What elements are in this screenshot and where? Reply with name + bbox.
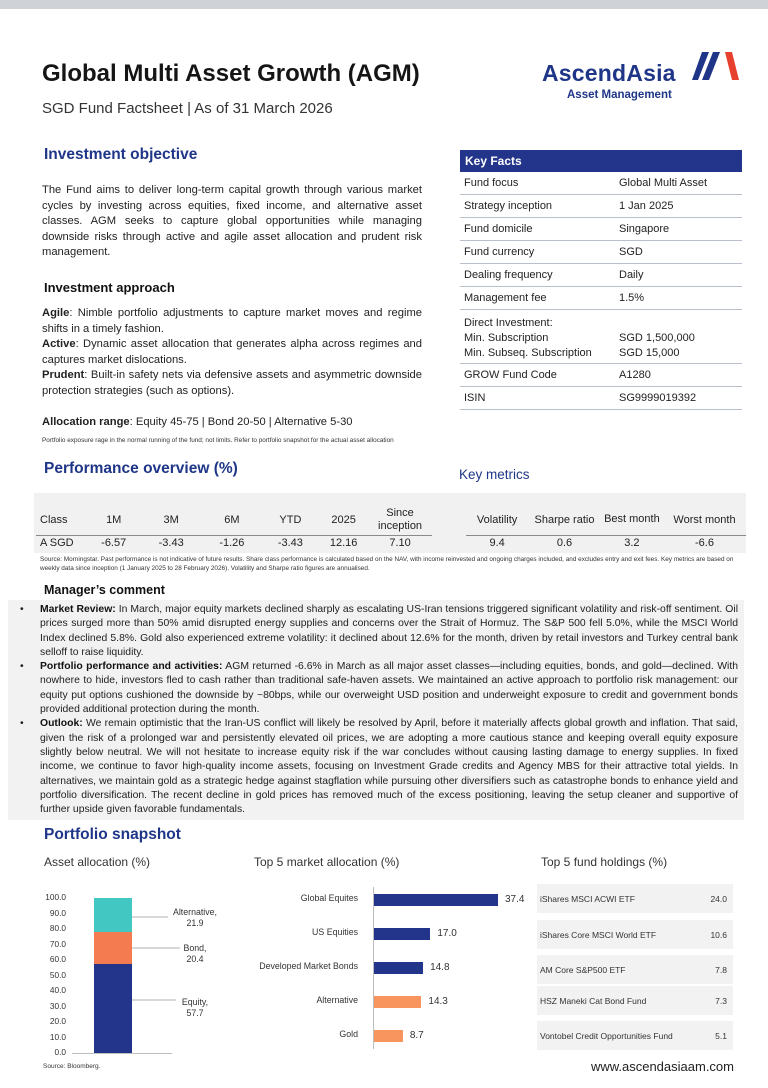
- y-tick-label: 60.0: [49, 954, 66, 964]
- y-tick-label: 0.0: [54, 1047, 66, 1057]
- snapshot-source: Source: Bloomberg.: [43, 1063, 101, 1070]
- bar: [374, 1030, 403, 1042]
- holding-row: AM Core S&P500 ETF 7.8: [537, 955, 733, 984]
- key-fact-row: Strategy inception 1 Jan 2025: [460, 195, 742, 218]
- logo-name: AscendAsia: [542, 60, 676, 86]
- approach-item-agile: Agile: Nimble portfolio adjustments to capture market moves and regime shifts in a timely fashion.: [42, 307, 422, 335]
- performance-heading: Performance overview (%): [44, 460, 238, 477]
- key-fact-row: Fund focus Global Multi Asset: [460, 172, 742, 195]
- key-metrics-heading: Key metrics: [459, 467, 530, 482]
- key-fact-row: Fund currency SGD: [460, 241, 742, 264]
- category-label: US Equities: [312, 927, 358, 937]
- holding-row: Vontobel Credit Opportunities Fund 5.1: [537, 1021, 733, 1050]
- bar: [374, 928, 430, 940]
- performance-row: A SGD -6.57 -3.43 -1.26 -3.43 12.16 7.10: [40, 537, 411, 550]
- holdings-title: Top 5 fund holdings (%): [541, 855, 668, 869]
- allocation-range: Allocation range: Equity 45-75 | Bond 20-50 | Alternative 5-30: [42, 416, 353, 428]
- holding-row: iShares MSCI ACWI ETF 24.0: [537, 884, 733, 913]
- objective-heading: Investment objective: [44, 146, 198, 163]
- logo-subtitle: Asset Management: [567, 89, 672, 101]
- annotation-bond: Bond, 20.4: [183, 943, 207, 964]
- bar: [374, 894, 498, 906]
- manager-comment-item: • Outlook: We remain optimistic that the Iran-US conflict will likely be resolved by April, before it materially affects global growth and inflation. That said, given the risk of a prolonged war and persistently elevated oil prices, we are adopting a more cautious stance and keeping overall equity exposure slightly below neutral. We will not hesitate to increase equity risk if the war concludes without causing lasting damage to energy supplies. In fixed income, we continue to favor high-quality income assets, focusing on Investment Grade credits and Agency MBS for their attractive total yields. In alternatives, we maintain gold as a strategic hedge against stagflation while pursuing other diversifiers such as catastrophe bonds to enhance yield and portfolio diversification. The recent decline in gold prices has removed much of the excess positioning, leaving the setup cleaner and supportive of further upside given favorable fundamentals.: [20, 717, 738, 817]
- y-tick-label: 100.0: [45, 892, 66, 902]
- y-tick-label: 30.0: [49, 1000, 66, 1011]
- key-fact-row: Management fee 1.5%: [460, 287, 742, 310]
- annotation-equity: Equity, 57.7: [181, 997, 209, 1018]
- snapshot-heading: Portfolio snapshot: [44, 826, 181, 843]
- page-title: Global Multi Asset Growth (AGM): [42, 60, 420, 87]
- approach-item-prudent: Prudent: Built-in safety nets via defensive assets and asymmetric downside protection strategies (such as options).: [42, 369, 422, 397]
- holding-row: HSZ Maneki Cat Bond Fund 7.3: [537, 986, 733, 1015]
- key-fact-row: GROW Fund Code A1280: [460, 364, 742, 387]
- performance-table: Class 1M 3M 6M YTD 2025 Since inception A SGD -6.57 -3.43 -1.26 -3.43 12.16 7.10: [36, 505, 432, 551]
- bar-value-label: 8.7: [409, 1030, 424, 1041]
- market-allocation-axis: [373, 887, 374, 1049]
- category-label: Alternative: [316, 995, 358, 1005]
- performance-note: Source: Morningstar. Past performance is not indicative of future results. Share class performance is calculated based on the NAV, with income reinvested and ongoing charges included, and excludes entry and exit fees. Key metrics are based on weekly data since inception (1 January 2025 to 28 February 2026). Volatility and Sharpe ratio figures are annualised.: [40, 556, 734, 572]
- key-fact-row-direct-investment: Direct Investment: Min. Subscription Min. Subseq. Subscription SGD 1,500,000 SGD 15,000: [460, 310, 742, 364]
- manager-comment-item: • Portfolio performance and activities: AGM returned -6.6% in March as all major asset classes—including equities, bonds, and gold—declined. With nowhere to hide, investors fled to cash rather than traditional safe-haven assets. We maintained an active approach to portfolio risk management: our equity put options cushioned the downside by ~80bps, while our overweight USD position and underweight exposure to credit and government bonds provided additional protection during the month.: [20, 660, 738, 717]
- key-fact-row: Fund domicile Singapore: [460, 218, 742, 241]
- y-tick-label: 90.0: [49, 907, 66, 918]
- bar-value-label: 14.3: [428, 996, 448, 1007]
- key-fact-row: ISIN SG9999019392: [460, 387, 742, 410]
- category-label: Developed Market Bonds: [259, 961, 358, 971]
- page-subtitle: SGD Fund Factsheet | As of 31 March 2026: [42, 100, 333, 117]
- category-label: Gold: [339, 1029, 358, 1039]
- annotation-alternative: Alternative, 21.9: [172, 907, 217, 928]
- y-tick-label: 70.0: [49, 938, 66, 949]
- market-allocation-title: Top 5 market allocation (%): [254, 855, 400, 869]
- bar: [374, 962, 423, 974]
- category-label: Global Equites: [300, 893, 358, 903]
- approach-item-active: Active: Dynamic asset allocation that generates alpha across regimes and captures market dislocations.: [42, 338, 422, 366]
- objective-text: The Fund aims to deliver long-term capital growth through various market cycles by investing across equities, fixed income, and alternative asset classes. AGM seeks to capture global opportunities while managing downside risks through active and agile asset allocation and prudent risk management.: [42, 184, 422, 258]
- bar-value-label: 17.0: [437, 928, 457, 939]
- key-metrics-row: 9.4 0.6 3.2 -6.6: [489, 537, 714, 550]
- manager-heading: Manager’s comment: [44, 583, 165, 597]
- holding-row: iShares Core MSCI World ETF 10.6: [537, 920, 733, 949]
- asset-allocation-title: Asset allocation (%): [44, 855, 151, 869]
- key-fact-row: Dealing frequency Daily: [460, 264, 742, 287]
- manager-comment-item: • Market Review: In March, major equity markets declined sharply as escalating US-Iran tensions triggered significant volatility and risk-off sentiment. Oil prices surged more than 50% amid disrupted energy supplies and concerns over the Strait of Hormuz. The S&P 500 fell 5.0%, while the MSCI World Index declined 5.8%. Gold also experienced extreme volatility: it declined about 12.6% for the month, driven by retail investors and Turkey central bank selloff to raise liquidity.: [20, 603, 738, 660]
- key-metrics-table: Volatility Sharpe ratio Best month Worst month 9.4 0.6 3.2 -6.6: [466, 505, 746, 551]
- approach-heading: Investment approach: [44, 280, 175, 295]
- key-facts-heading: Key Facts: [460, 150, 742, 172]
- bar-value-label: 37.4: [505, 894, 525, 905]
- y-tick-label: 40.0: [49, 985, 66, 995]
- y-tick-label: 10.0: [49, 1031, 66, 1042]
- allocation-note: Portfolio exposure rage in the normal running of the fund; not limits. Refer to portfolio snapshot for the actual asset allocation: [42, 437, 394, 444]
- y-tick-label: 80.0: [49, 923, 66, 933]
- bar-value-label: 14.8: [430, 962, 450, 973]
- y-tick-label: 20.0: [49, 1016, 66, 1026]
- bar: [374, 996, 421, 1008]
- y-tick-label: 50.0: [49, 969, 66, 980]
- website-url: www.ascendasiaam.com: [590, 1059, 734, 1074]
